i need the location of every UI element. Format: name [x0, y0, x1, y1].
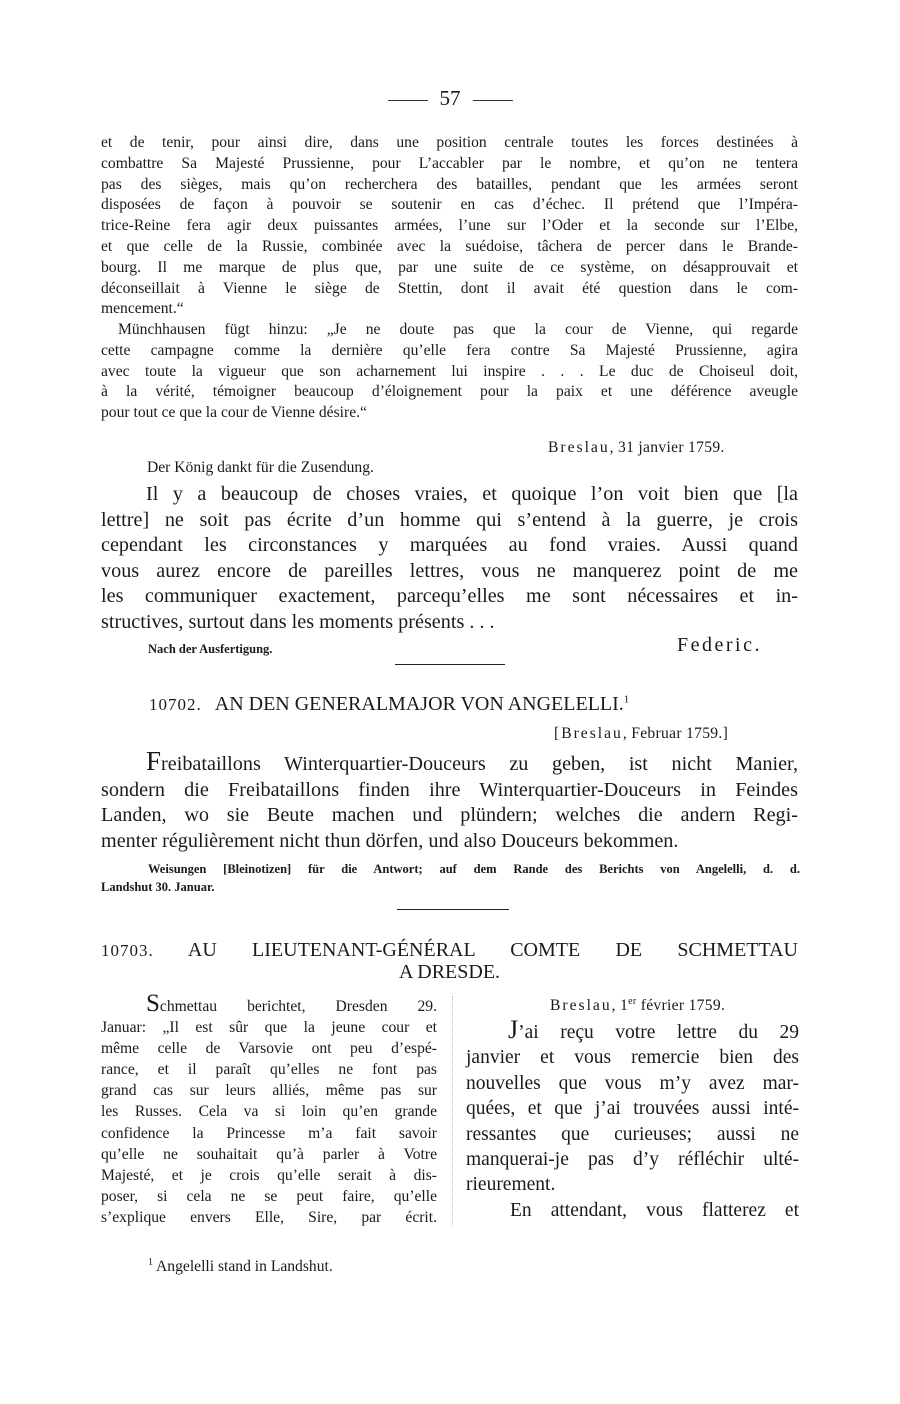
letter3-report-column	[101, 990, 437, 1228]
text-line: qu’elle ne souhaitait qu’à parler à Votre	[101, 1145, 437, 1163]
text-line	[101, 746, 798, 778]
munchhausen-block	[101, 320, 798, 424]
letter2-date: , Februar 1759.]	[622, 725, 729, 742]
text-line: sondern die Freibataillons finden ihre Winterquartier-Douceurs in Feindes	[101, 778, 798, 801]
text-line	[101, 990, 437, 1017]
section-divider	[395, 664, 505, 665]
text-line: En attendant, vous flatterez et	[510, 1199, 799, 1221]
text-line: et que celle de la Russie, combinée avec la suédoise, tâchera de percer dans le Brande-	[101, 237, 798, 255]
text-line: s’explique envers Elle, Sire, par écrit.	[101, 1208, 437, 1226]
text-line	[466, 1015, 799, 1045]
text-line: et de tenir, pour ainsi dire, dans une position centrale toutes les forces destinées à	[101, 134, 798, 151]
drop-cap: S	[146, 990, 160, 1017]
footnote	[148, 1257, 333, 1276]
text-line: les Russes. Cela va si loin qu’en grande	[101, 1103, 437, 1121]
text-line: nouvelles que vous m’y avez mar-	[466, 1072, 799, 1094]
letter2-place: [Breslau	[554, 725, 623, 742]
drop-cap: J	[508, 1015, 519, 1044]
letter1-place: Breslau	[548, 439, 610, 456]
letter2-title: AN DEN GENERALMAJOR VON ANGELELLI.	[214, 693, 624, 715]
text-line: confidence la Princesse m’a fait savoir	[101, 1124, 437, 1142]
text-line: vous aurez encore de pareilles lettres, vous ne manquerez point de me	[101, 559, 798, 582]
text-line: quées, et que j’ai trouvées aussi inté-	[466, 1098, 799, 1120]
text-line: rance, et il paraît qu’elles ne font pas	[101, 1061, 437, 1079]
text-line: pour tout ce que la cour de Vienne désire.“	[101, 404, 367, 422]
text-line: pas des sièges, mais qu’on recherchera des batailles, pendant que les armées seront	[101, 175, 798, 193]
page-number-text: 57	[439, 86, 461, 110]
letter3-dateline	[550, 996, 725, 1015]
text-line: Januar: „Il est sûr que la jeune cour et	[101, 1019, 437, 1037]
letter3-date-pre: , 1	[611, 997, 629, 1015]
text-line: Majesté, et je crois qu’elle serait à dis-	[101, 1166, 437, 1184]
text-span: chmettau berichtet, Dresden 29.	[159, 998, 437, 1015]
text-line: mencement.“	[101, 300, 184, 318]
letter3-place: Breslau	[550, 997, 612, 1015]
text-line: Il y a beaucoup de choses vraies, et quoique l’on voit bien que [la	[146, 483, 798, 505]
letter3-number: 10703.	[101, 941, 154, 960]
text-line: menter régulièrement nicht thun dörfen, und also Douceurs bekommen.	[101, 829, 679, 852]
drop-cap: F	[146, 746, 162, 776]
text-line: Münchhausen fügt hinzu: „Je ne doute pas que la cour de Vienne, qui regarde	[118, 321, 798, 338]
text-line: trice-Reine fera agir deux puissantes armées, l’une sur l’Oder et la seconde sur l’Elbe,	[101, 217, 798, 235]
section-divider	[397, 909, 509, 910]
text-line: manquerai-je pas d’y réfléchir ulté-	[466, 1149, 799, 1171]
text-line: Landen, wo sie Beute machen und plündern; welches die andern Regi-	[101, 804, 798, 827]
letter1-date: , 31 janvier 1759.	[609, 439, 725, 456]
letter2-heading	[101, 693, 846, 716]
text-line: cette campagne comme la dernière qu’elle fera contre Sa Majesté Prussienne, agira	[101, 341, 798, 359]
text-line: avec toute la vigueur que son acharnement lui inspire . . . Le duc de Choiseul doit,	[101, 362, 798, 380]
page-number-dash-left	[388, 100, 428, 101]
letter2-body	[101, 746, 798, 854]
footnote-mark: 1	[148, 1257, 153, 1268]
text-line: lettre] ne soit pas écrite d’un homme qui s’entend à la guerre, je crois	[101, 508, 798, 531]
text-line: structives, surtout dans les moments présents . . .	[101, 610, 495, 633]
footnote-text: Angelelli stand in Landshut.	[156, 1258, 333, 1276]
letter3-heading-line1	[101, 939, 798, 962]
letter1-body	[101, 482, 798, 636]
text-span: reibataillons Winterquartier-Douceurs zu geben, ist nicht Manier,	[161, 753, 798, 775]
text-line: cependant les circonstances y marquées au fond vraies. Aussi quand	[101, 534, 798, 557]
letter1-intro	[101, 458, 798, 479]
letter1-dateline	[548, 439, 725, 457]
text-span: ’ai reçu votre lettre du 29	[518, 1022, 799, 1043]
text-line: poser, si cela ne se peut faire, qu’elle	[101, 1187, 437, 1205]
text-line: combattre Sa Majesté Prussienne, pour L’accabler par le nombre, et qu’on ne tentera	[101, 154, 798, 172]
letter2-note-line2: Landshut 30. Januar.	[101, 880, 215, 894]
letter1-signature: Federic.	[677, 634, 762, 656]
letter2-dateline	[554, 725, 728, 743]
letter3-title-line1: AU LIEUTENANT-GÉNÉRAL COMTE DE SCHMETTAU	[187, 939, 798, 961]
column-divider	[452, 996, 453, 1226]
text-line: janvier et vous remercie bien des	[466, 1047, 799, 1069]
letter3-date-post: février 1759.	[636, 997, 726, 1015]
text-line: rieurement.	[466, 1174, 556, 1196]
letter3-title-line2: A DRESDE.	[398, 961, 501, 983]
letter2-number: 10702.	[149, 695, 202, 714]
letter3-heading	[101, 939, 798, 984]
page-number-dash-right	[473, 100, 513, 101]
text-line: bourg. Il me marque de plus que, par une suite de ce système, on désapprouvait et	[101, 258, 798, 276]
text-line: grand cas sur leurs alliés, même pas sur	[101, 1082, 437, 1100]
letter3-reply-column	[466, 1015, 799, 1223]
text-line: à la vérité, témoigner beaucoup d’éloignement pour la paix et une déférence aveugle	[101, 383, 798, 401]
footnote-mark: 1	[623, 693, 630, 706]
text-line: ressantes que curieuses; aussi ne	[466, 1123, 799, 1145]
text-line: les communiquer exactement, parcequ’elles me sont nécessaires et in-	[101, 585, 798, 608]
text-line: même celle de Varsovie ont peu d’espé-	[101, 1040, 437, 1058]
text-line: déconseillait à Vienne le siège de Stettin, dont il avait été question dans le com-	[101, 279, 798, 297]
text-line: disposées de façon à pouvoir se soutenir en cas d’échec. Il prétend que l’Impéra-	[101, 196, 798, 214]
letter2-note-line1: Weisungen [Bleinotizen] für die Antwort; auf dem Rande des Berichts von Angelelli, d. d.	[148, 862, 800, 876]
quoted-report-block	[101, 133, 798, 320]
letter1-source-note: Nach der Ausfertigung.	[148, 642, 273, 656]
page-number	[0, 86, 900, 111]
letter1-intro-text: Der König dankt für die Zusendung.	[147, 459, 374, 476]
letter3-date-sup: er	[628, 996, 637, 1007]
